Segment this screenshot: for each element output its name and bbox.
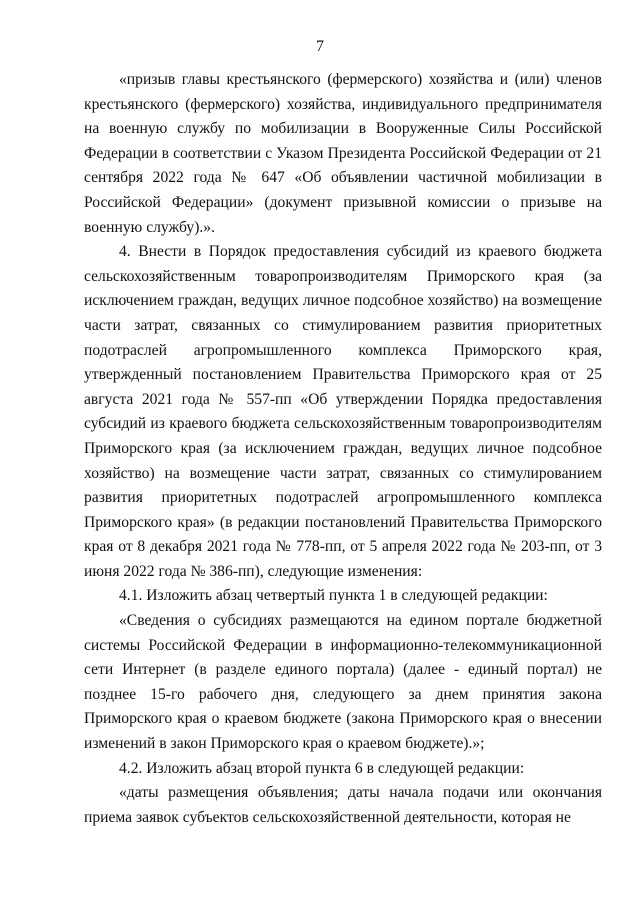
page-number: 7	[316, 38, 324, 55]
paragraph-item-4-1: 4.1. Изложить абзац четвертый пункта 1 в следующей редакции:	[119, 587, 548, 605]
paragraph-dates-quote: «даты размещения объявления; даты начала подачи или окончания приема заявок субъектов сельскохозяйственной деятельности, которая не	[84, 784, 602, 826]
paragraph-item-4-2: 4.2. Изложить абзац второй пункта 6 в следующей редакции:	[119, 759, 525, 777]
paragraph-subsidy-info-quote: «Сведения о субсидиях размещаются на едином портале бюджетной системы Российской Федерации в информационно-телекоммуникационной сети Интернет (в разделе единого портала) (далее - единый портал) не позднее 15-го рабочего дня, следующего за днем принятия закона Приморского края о краевом бюджете (закона Приморского края о внесении изменений в закон Приморского края о краевом бюджете).»;	[84, 612, 602, 753]
paragraph-mobilization-quote: «призыв главы крестьянского (фермерского) хозяйства и (или) членов крестьянского (фермерского) хозяйства, индивидуального предпринимателя на военную службу по мобилизации в Вооруженные Силы Российской Федерации в соответствии с Указом Президента Российской Федерации от 21 сентября 2022 года № 647 «Об объявлении частичной мобилизации в Российской Федерации» (документ призывной комиссии о призыве на военную службу).».	[84, 71, 602, 236]
paragraph-item-4: 4. Внести в Порядок предоставления субсидий из краевого бюджета сельскохозяйственным товаропроизводителям Приморского края (за исключением граждан, ведущих личное подсобное хозяйство) на возмещение части затрат, связанных со стимулированием развития приоритетных подотраслей агропромышленного комплекса Приморского края, утвержденный постановлением Правительства Приморского края от 25 августа 2021 года № 557-пп «Об утверждении Порядка предоставления субсидий из краевого бюджета сельскохозяйственным товаропроизводителям Приморского края (за исключением граждан, ведущих личное подсобное хозяйство) на возмещение части затрат, связанных со стимулированием развития приоритетных подотраслей агропромышленного комплекса Приморского края» (в редакции постановлений Правительства Приморского края от 8 декабря 2021 года № 778-пп, от 5 апреля 2022 года № 203-пп, от 3 июня 2022 года № 386-пп), следующие изменения:	[84, 243, 602, 580]
document-body	[84, 68, 602, 830]
